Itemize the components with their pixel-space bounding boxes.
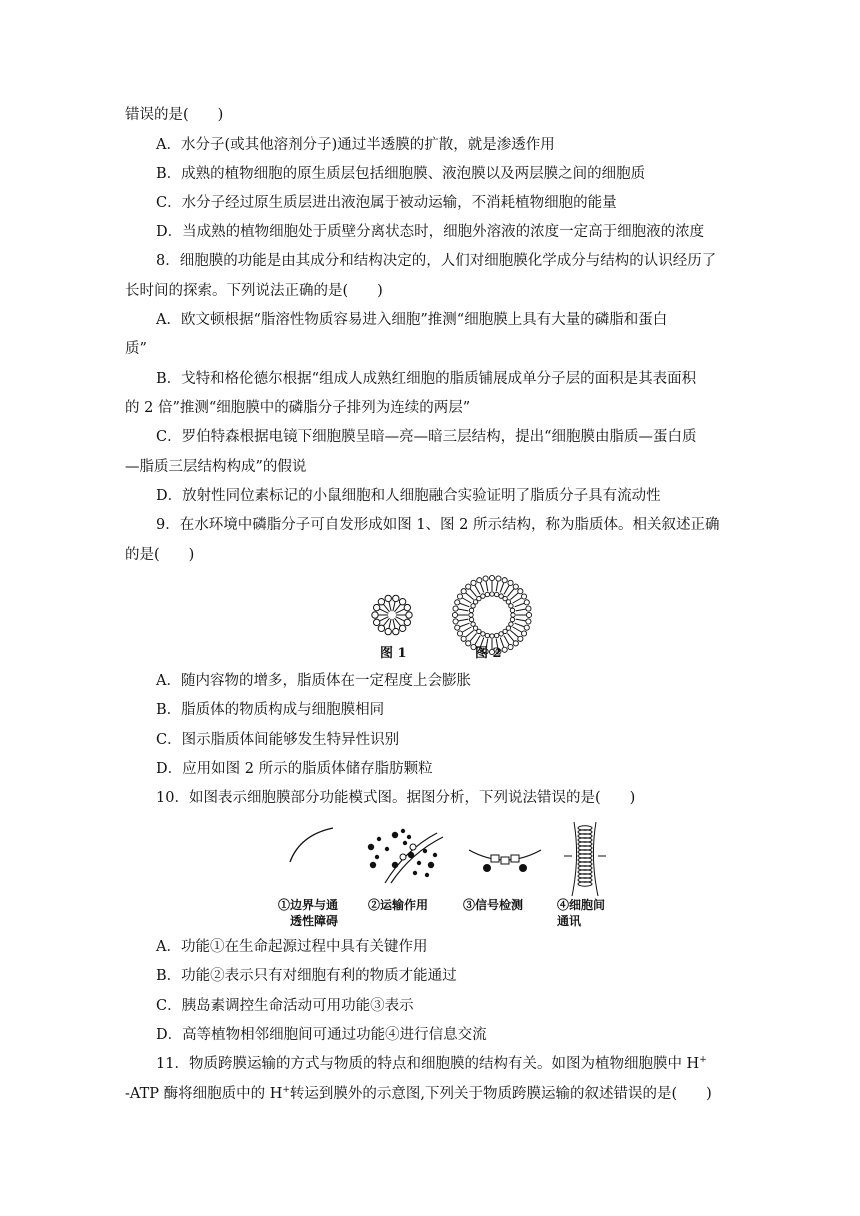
q7-option-d: D．当成熟的植物细胞处于质壁分离状态时，细胞外溶液的浓度一定高于细胞液的浓度 (156, 224, 705, 240)
q8-stem-line2: 长时间的探索。下列说法正确的是( ) (125, 283, 383, 299)
q7-option-a: A．水分子(或其他溶剂分子)通过半透膜的扩散，就是渗透作用 (156, 137, 555, 153)
q9-stem-line2: 的是( ) (125, 547, 195, 563)
q9-stem-line1: 9．在水环境中磷脂分子可自发形成如图 1、图 2 所示结构，称为脂质体。相关叙述正确 (156, 517, 720, 533)
q10-option-a: A．功能①在生命起源过程中具有关键作用 (156, 939, 428, 955)
panel1-caption-line1: ①边界与通 (278, 898, 339, 912)
q8-stem-line1: 8．细胞膜的功能是由其成分和结构决定的，人们对细胞膜化学成分与结构的认识经历了 (156, 253, 717, 269)
q8-option-b-line1: B．戈特和格伦德尔根据“组成人成熟红细胞的脂质铺展成单分子层的面积是其表面积 (156, 371, 697, 387)
q9-option-c: C．图示脂质体间能够发生特异性识别 (156, 732, 400, 748)
figure-1-micelle (369, 592, 415, 638)
q9-option-a: A．随内容物的增多，脂质体在一定程度上会膨胀 (156, 673, 471, 689)
q11-stem-line2: -ATP 酶将细胞质中的 H+转运到膜外的示意图,下列关于物质跨膜运输的叙述错误的是( ) (125, 1085, 712, 1102)
panel-boundary-curve (285, 825, 345, 865)
panel3-caption: ③信号检测 (463, 898, 524, 912)
panel-transport-membrane (365, 825, 445, 885)
q8-option-b-line2: 的 2 倍”推测“细胞膜中的磷脂分子排列为连续的两层” (125, 400, 471, 416)
q10-option-d: D．高等植物相邻细胞间可通过功能④进行信息交流 (156, 1027, 487, 1043)
q10-stem: 10．如图表示细胞膜部分功能模式图。据图分析，下列说法错误的是( ) (156, 790, 636, 806)
q9-option-d: D．应用如图 2 所示的脂质体储存脂肪颗粒 (156, 761, 433, 777)
panel1-caption-line2: 透性障碍 (290, 914, 339, 928)
q7-stem-tail: 错误的是( ) (125, 107, 224, 123)
q7-option-c: C．水分子经过原生质层进出液泡属于被动运输，不消耗植物细胞的能量 (156, 195, 617, 211)
panel-signal-receptor (465, 840, 545, 880)
figure-2-caption: 图 2 (475, 646, 502, 661)
q8-option-c-line2: —脂质三层结构构成”的假说 (125, 459, 307, 475)
q9-option-b: B．脂质体的物质构成与细胞膜相同 (156, 702, 385, 718)
q7-option-b: B．成熟的植物细胞的原生质层包括细胞膜、液泡膜以及两层膜之间的细胞质 (156, 166, 646, 182)
q8-option-d: D．放射性同位素标记的小鼠细胞和人细胞融合实验证明了脂质分子具有流动性 (156, 488, 661, 504)
q10-option-b: B．功能②表示只有对细胞有利的物质才能通过 (156, 968, 457, 984)
panel4-caption-line1: ④细胞间 (557, 898, 606, 912)
q10-option-c: C．胰岛素调控生命活动可用功能③表示 (156, 998, 414, 1014)
q11-stem-line1: 11．物质跨膜运输的方式与物质的特点和细胞膜的结构有关。如图为植物细胞膜中 H+ (156, 1055, 707, 1072)
panel4-caption-line2: 通讯 (557, 914, 582, 928)
panel-cell-communication (560, 818, 610, 898)
panel2-caption: ②运输作用 (368, 898, 429, 912)
q8-option-a-line1: A．欧文顿根据“脂溶性物质容易进入细胞”推测“细胞膜上具有大量的磷脂和蛋白 (156, 312, 668, 328)
figure-1-caption: 图 1 (380, 646, 407, 661)
q8-option-a-line2: 质” (125, 341, 147, 357)
q8-option-c-line1: C．罗伯特森根据电镜下细胞膜呈暗—亮—暗三层结构，提出“细胞膜由脂质—蛋白质 (156, 429, 697, 445)
